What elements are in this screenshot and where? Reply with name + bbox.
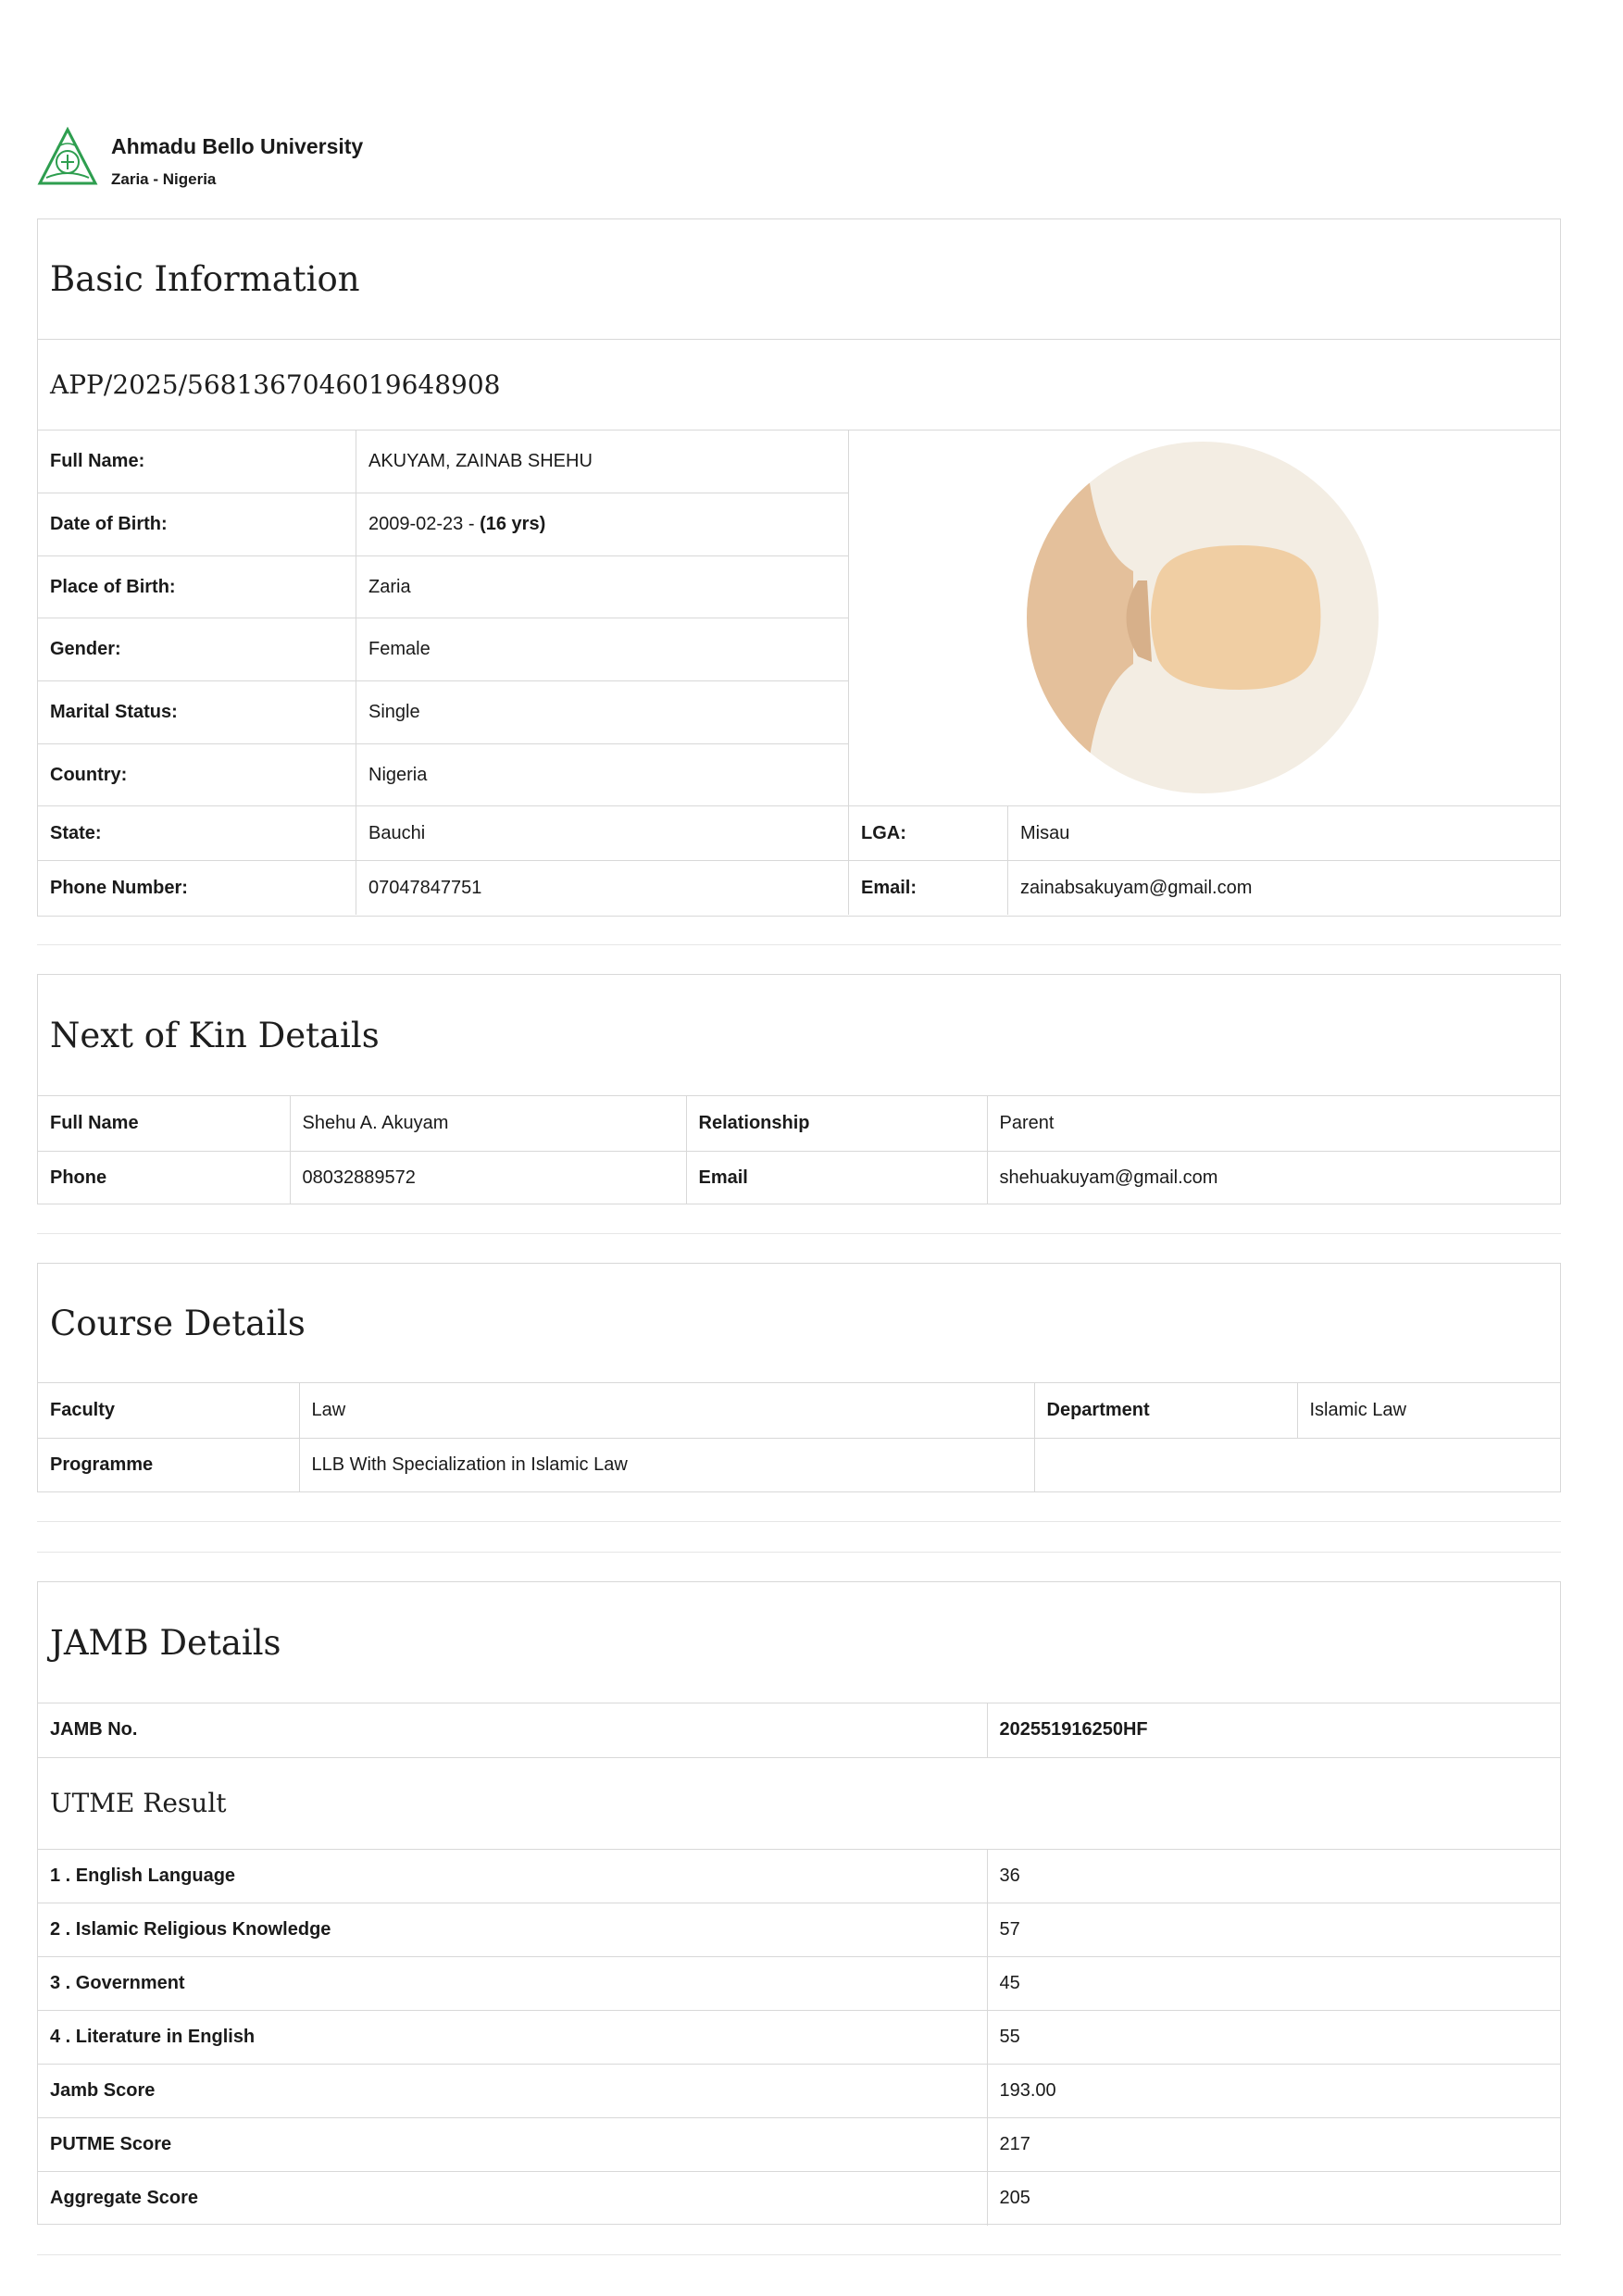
programme-value: LLB With Specialization in Islamic Law [299,1438,1034,1491]
subject-score: 45 [987,1957,1560,2011]
subject-score: 36 [987,1850,1560,1903]
table-row [38,1151,1560,1204]
utme-result-table [38,1850,1560,2226]
putme-score-label: PUTME Score [38,2118,987,2172]
gender-value: Female [356,618,849,681]
table-row [38,2011,1560,2065]
table-row [38,2118,1560,2172]
lga-label: LGA: [849,806,1008,861]
email-value: zainabsakuyam@gmail.com [1020,877,1253,898]
basic-information-card [37,218,1561,917]
full-name-value: AKUYAM, ZAINAB SHEHU [356,430,849,493]
kin-phone-value: 08032889572 [290,1151,686,1204]
putme-score-value: 217 [987,2118,1560,2172]
aggregate-score-value: 205 [987,2172,1560,2226]
section-divider [37,1521,1561,1522]
table-row [38,1850,1560,1903]
jamb-no-value: 202551916250HF [987,1703,1560,1757]
programme-label: Programme [38,1438,299,1491]
state-label: State: [38,806,356,861]
photo-cell [849,430,1560,806]
next-of-kin-title: Next of Kin Details [38,975,1560,1096]
faculty-value: Law [299,1383,1034,1438]
jamb-number-table [38,1703,1560,1758]
university-location: Zaria - Nigeria [111,170,217,188]
university-header [37,125,593,194]
section-divider [37,2254,1561,2255]
subject-label: 4 . Literature in English [38,2011,987,2065]
kin-name-value: Shehu A. Akuyam [290,1096,686,1151]
section-divider [37,1552,1561,1553]
jamb-score-label: Jamb Score [38,2065,987,2118]
department-label: Department [1034,1383,1297,1438]
table-row [38,1903,1560,1957]
jamb-details-card [37,1581,1561,2225]
gender-label: Gender: [38,618,356,681]
phone-value: 07047847751 [356,861,849,915]
section-divider [37,1233,1561,1234]
kin-phone-label: Phone [38,1151,290,1204]
kin-email-value: shehuakuyam@gmail.com [987,1151,1560,1204]
pob-value: Zaria [356,556,849,618]
utme-result-title: UTME Result [38,1758,1560,1850]
subject-label: 1 . English Language [38,1850,987,1903]
aggregate-score-label: Aggregate Score [38,2172,987,2226]
section-divider [37,944,1561,945]
full-name-label: Full Name: [38,430,356,493]
table-row [38,2065,1560,2118]
table-row [38,1096,1560,1151]
dob-label: Date of Birth: [38,493,356,556]
subject-score: 55 [987,2011,1560,2065]
email-label: Email: [849,861,1008,915]
kin-name-label: Full Name [38,1096,290,1151]
table-row [38,2172,1560,2226]
dob-value: 2009-02-23 - (16 yrs) [356,493,849,556]
table-row [38,1957,1560,2011]
course-details-card [37,1263,1561,1492]
basic-info-grid [38,430,1560,915]
next-of-kin-table [38,1096,1560,1204]
course-details-table [38,1383,1560,1491]
pob-label: Place of Birth: [38,556,356,618]
lga-value: Misau [1008,806,1560,861]
marital-value: Single [356,681,849,744]
faculty-label: Faculty [38,1383,299,1438]
next-of-kin-card [37,974,1561,1204]
basic-information-title: Basic Information [38,219,1560,340]
subject-label: 2 . Islamic Religious Knowledge [38,1903,987,1957]
department-value: Islamic Law [1297,1383,1560,1438]
empty-cell [1034,1438,1560,1491]
table-row [38,1703,1560,1757]
kin-relationship-label: Relationship [686,1096,987,1151]
phone-label: Phone Number: [38,861,356,915]
marital-label: Marital Status: [38,681,356,744]
state-value: Bauchi [356,806,849,861]
country-label: Country: [38,744,356,806]
university-name: Ahmadu Bello University [111,134,364,158]
age-value: (16 yrs) [480,514,546,534]
table-row [38,1383,1560,1438]
kin-email-label: Email [686,1151,987,1204]
university-logo-icon [37,127,98,188]
jamb-score-value: 193.00 [987,2065,1560,2118]
subject-score: 57 [987,1903,1560,1957]
subject-label: 3 . Government [38,1957,987,2011]
table-row [38,1438,1560,1491]
jamb-no-label: JAMB No. [38,1703,987,1757]
avatar [1027,442,1379,793]
jamb-details-title: JAMB Details [38,1582,1560,1703]
application-number: APP/2025/5681367046019648908 [38,340,1560,430]
course-details-title: Course Details [38,1264,1560,1383]
country-value: Nigeria [356,744,849,806]
kin-relationship-value: Parent [987,1096,1560,1151]
